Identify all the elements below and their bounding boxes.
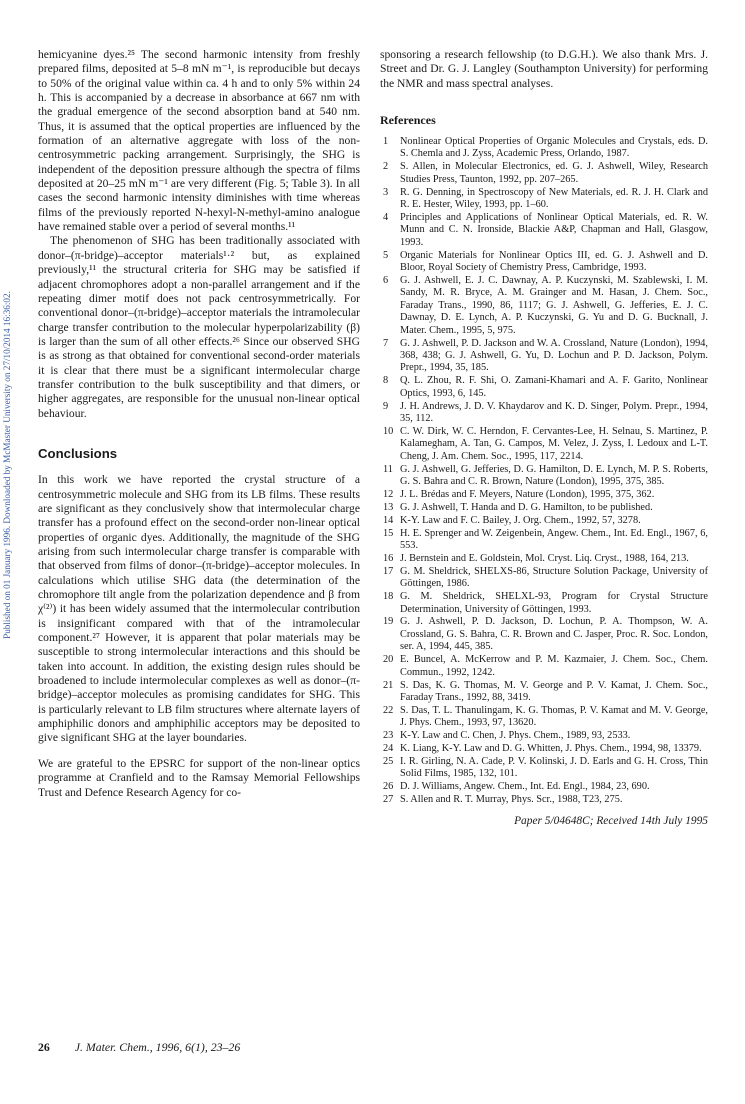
reference-item <box>380 515 708 527</box>
reference-item <box>380 338 708 375</box>
reference-item <box>380 161 708 186</box>
reference-number: 24 <box>383 743 394 755</box>
reference-text: S. Das, T. L. Thanulingam, K. G. Thomas, P. V. Kamat and M. V. George, J. Phys. Chem., 1993, 97, 13620. <box>400 704 708 729</box>
reference-number: 19 <box>383 616 394 628</box>
reference-number: 11 <box>383 463 393 475</box>
reference-item <box>380 489 708 501</box>
reference-number: 21 <box>383 679 394 691</box>
reference-number: 27 <box>383 794 394 806</box>
reference-number: 1 <box>383 136 389 148</box>
reference-text: E. Buncel, A. McKerrow and P. M. Kazmaier, J. Chem. Soc., Chem. Commun., 1992, 1242. <box>400 654 708 678</box>
reference-number: 22 <box>383 704 394 716</box>
reference-item <box>380 464 708 489</box>
reference-text: C. W. Dirk, W. C. Herndon, F. Cervantes-Lee, H. Selnau, S. Martinez, P. Kalamegham, A. Tan, G. Campos, M. Velez, J. Zyss, I. Ledoux and L-T. Cheng, J. Am. Chem. Soc., 1995, 117, 2214. <box>400 425 708 462</box>
acknowledgements-continued: sponsoring a research fellowship (to D.G.H.). We also thank Mrs. J. Street and Dr. G. J. Langley (Southampton University) for performing the NMR and mass spectral analyses. <box>380 48 708 90</box>
reference-number: 14 <box>383 514 394 526</box>
reference-number: 26 <box>383 781 394 793</box>
reference-item <box>380 553 708 565</box>
reference-text: G. M. Sheldrick, SHELXL-93, Program for Crystal Structure Determination, University of Göttingen, 1993. <box>400 591 708 615</box>
reference-text: K-Y. Law and F. C. Bailey, J. Org. Chem., 1992, 57, 3278. <box>400 514 641 526</box>
reference-list <box>380 136 708 807</box>
reference-item <box>380 705 708 730</box>
reference-text: J. L. Brédas and F. Meyers, Nature (London), 1995, 375, 362. <box>400 488 655 500</box>
reference-text: J. H. Andrews, J. D. V. Khaydarov and K. D. Singer, Polym. Prepr., 1994, 35, 112. <box>400 400 708 424</box>
reference-text: S. Das, K. G. Thomas, M. V. George and P. V. Kamat, J. Chem. Soc., Faraday Trans., 1992, 88, 3419. <box>400 679 708 703</box>
reference-text: G. J. Ashwell, E. J. C. Dawnay, A. P. Kuczynski, M. Szablewski, I. M. Sandy, M. R. Bryce, A. M. Grainger and M. Hasan, J. Chem. Soc., Faraday Trans., 1990, 86, 1117; G. J. Ashwell, G. Jefferies, E. J. C. Dawnay, D. E. Lynch, A. P. Kuczynski, G. Yu and D. G. Bucknall, J. Mater. Chem., 1995, 5, 975. <box>400 275 708 336</box>
reference-text: J. Bernstein and E. Goldstein, Mol. Cryst. Liq. Cryst., 1988, 164, 213. <box>400 552 689 564</box>
reference-number: 23 <box>383 730 394 742</box>
reference-text: Q. L. Zhou, R. F. Shi, O. Zamani-Khamari and A. F. Garito, Nonlinear Optics, 1993, 6, 145. <box>400 375 708 399</box>
reference-text: S. Allen, in Molecular Electronics, ed. G. J. Ashwell, Wiley, Research Studies Press, Taunton, 1992, pp. 207–265. <box>400 161 708 185</box>
reference-item <box>380 212 708 249</box>
reference-number: 18 <box>383 591 394 603</box>
reference-number: 17 <box>383 565 394 577</box>
reference-number: 15 <box>383 527 394 539</box>
reference-item <box>380 616 708 653</box>
reference-number: 25 <box>383 755 394 767</box>
page-footer <box>38 1040 240 1055</box>
right-column <box>380 48 708 827</box>
reference-item <box>380 375 708 400</box>
reference-number: 4 <box>383 211 389 223</box>
download-watermark-text: Published on 01 January 1996. Downloaded by McMaster University on 27/10/2014 16:36:02. <box>2 291 12 639</box>
page-number: 26 <box>38 1040 50 1054</box>
reference-item <box>380 426 708 463</box>
reference-item <box>380 680 708 705</box>
reference-text: G. M. Sheldrick, SHELXS-86, Structure Solution Package, University of Göttingen, 1986. <box>400 565 708 590</box>
paragraph-conclusions: In this work we have reported the crystal structure of a centrosymmetric molecule and SHG from its LB films. These results are significant as they conclusively show that intermolecular charge transfer has a profound effect on the second-order non-linear optical properties of organic dyes. Additionally, the magnitude of the SHG arising from such intermolecular charge transfer is comparable with that observed from films of donor–(π-bridge)–acceptor molecules. In calculations which utilise SHG data (the determination of the chromophore tilt angle from the polarization dependence and β from χ⁽²⁾) it has been widely assumed that the intermolecular contribution is insignificant compared with that of the intramolecular component.²⁷ However, it is apparent that polar materials may be susceptible to strong intermolecular interactions and this should be taken into account. In addition, the existing design rules should be broadened to include intermolecular complexes as well as donor–(π-bridge)–acceptor molecules as promising candidates for SHG. This is particularly relevant to LB film structures where alternate layers of amphiphilic donors and amphiphilic acceptors may be deposited to give significant SHG at the layer boundaries. <box>38 473 360 745</box>
reference-item <box>380 528 708 553</box>
reference-item <box>380 654 708 679</box>
reference-number: 10 <box>383 425 394 437</box>
reference-number: 3 <box>383 186 389 198</box>
reference-text: G. J. Ashwell, P. D. Jackson and W. A. Crossland, Nature (London), 1994, 368, 438; G. J. Ashwell, G. Yu, D. Lochun and P. D. Jackson, Polym. Prepr., 1994, 35, 185. <box>400 337 708 374</box>
reference-item <box>380 401 708 426</box>
reference-item <box>380 250 708 275</box>
reference-number: 2 <box>383 161 389 173</box>
reference-item <box>380 781 708 793</box>
reference-text: H. E. Sprenger and W. Zeigenbein, Angew. Chem., Int. Ed. Engl., 1967, 6, 553. <box>400 527 708 552</box>
reference-item <box>380 730 708 742</box>
reference-text: G. J. Ashwell, T. Handa and D. G. Hamilton, to be published. <box>400 501 653 513</box>
reference-item <box>380 743 708 755</box>
reference-text: R. G. Denning, in Spectroscopy of New Materials, ed. R. J. H. Clark and R. E. Hester, Wiley, 1993, pp. 1–60. <box>400 186 708 211</box>
reference-text: G. J. Ashwell, P. D. Jackson, D. Lochun, P. A. Thompson, W. A. Crossland, G. S. Bahra, C. R. Brown and C. Jasper, Proc. R. Soc. London, ser. A, 1994, 445, 385. <box>400 616 708 653</box>
journal-citation: J. Mater. Chem., 1996, 6(1), 23–26 <box>74 1040 241 1054</box>
reference-number: 12 <box>383 488 394 500</box>
reference-text: S. Allen and R. T. Murray, Phys. Scr., 1988, T23, 275. <box>400 794 623 806</box>
reference-text: I. R. Girling, N. A. Cade, P. V. Kolinski, J. D. Earls and G. H. Cross, Thin Solid Films, 1985, 132, 101. <box>400 755 708 780</box>
left-column <box>38 48 360 800</box>
reference-number: 16 <box>383 552 394 564</box>
references-heading: References <box>380 113 436 128</box>
reference-item <box>380 502 708 514</box>
reference-text: Principles and Applications of Nonlinear Optical Materials, ed. R. W. Munn and C. N. Ironside, Blackie A&P, Chapman and Hall, Glasgow, 1993. <box>400 211 708 248</box>
reference-number: 6 <box>383 275 389 286</box>
reference-number: 7 <box>383 337 389 349</box>
reference-item <box>380 275 708 337</box>
paper-received-note: Paper 5/04648C; Received 14th July 1995 <box>514 814 708 827</box>
reference-text: G. J. Ashwell, G. Jefferies, D. G. Hamilton, D. E. Lynch, M. P. S. Roberts, G. S. Bahra and C. R. Brown, Nature (London), 1995, 375, 385. <box>400 463 708 487</box>
reference-text: K-Y. Law and C. Chen, J. Phys. Chem., 1989, 93, 2533. <box>400 730 631 742</box>
conclusions-heading: Conclusions <box>38 445 118 461</box>
reference-text: Organic Materials for Nonlinear Optics III, ed. G. J. Ashwell and D. Bloor, Royal Society of Chemistry Press, Cambridge, 1993. <box>400 249 708 274</box>
download-watermark <box>0 275 14 655</box>
reference-text: K. Liang, K-Y. Law and D. G. Whitten, J. Phys. Chem., 1994, 98, 13379. <box>400 743 702 755</box>
reference-item <box>380 591 708 616</box>
reference-item <box>380 566 708 591</box>
reference-item <box>380 187 708 212</box>
reference-item <box>380 136 708 161</box>
paragraph-hemicyanine: hemicyanine dyes.²⁵ The second harmonic intensity from freshly prepared films, deposited at 5–8 mN m⁻¹, is reproducible but decays to 50% of the original value within ca. 4 h and to only 5% within 24 h. This is accompanied by a decrease in absorbance at 667 nm with the gradual emergence of the second absorption band at 540 nm. Thus, it is assumed that the optical properties are influenced by the formation of an alternative aggregate with loss of the non-centrosymmetric packing arrangement. Surprisingly, the SHG is independent of the deposition pressure although the spectra of films deposited at 20–25 mN m⁻¹ are very different (Fig. 5; Table 3). In all cases the second harmonic intensity diminishes with time whereas films of the previously reported N-hexyl-N-methyl-amino analogue have remained stable over a period of several months.¹¹ <box>38 48 360 234</box>
reference-item <box>380 794 708 806</box>
reference-number: 9 <box>383 400 389 412</box>
paragraph-acknowledgements: We are grateful to the EPSRC for support of the non-linear optics programme at Cranfield and to the Ramsay Memorial Fellowships Trust and Defence Research Agency for co- <box>38 756 360 799</box>
reference-number: 13 <box>383 501 394 513</box>
reference-number: 5 <box>383 249 389 261</box>
reference-text: D. J. Williams, Angew. Chem., Int. Ed. Engl., 1984, 23, 690. <box>400 781 650 793</box>
reference-number: 8 <box>383 375 389 387</box>
reference-item <box>380 756 708 781</box>
reference-number: 20 <box>383 654 394 666</box>
paragraph-shg-phenomenon: The phenomenon of SHG has been traditionally associated with donor–(π-bridge)–acceptor materials¹·² but, as explained previously,¹¹ the structural criteria for SHG may be satisfied if adjacent chromophores adopt a non-parallel arrangement and if the repeating dimer motif does not pack centrosymmetrically. For conventional donor–(π-bridge)–acceptor materials the intramolecular charge transfer contribution to the molecular hyperpolarizability (β) is larger than the sum of all other effects.²⁶ Since our observed SHG is as strong as that obtained for conventional second-order materials it is clear that there must be a significant intermolecular charge transfer contribution to the bulk susceptibility and that dimers, or higher aggregates, are responsible for the unusual non-linear optical behaviour. <box>38 234 360 420</box>
reference-text: Nonlinear Optical Properties of Organic Molecules and Crystals, eds. D. S. Chemla and J. Zyss, Academic Press, Orlando, 1987. <box>400 136 708 160</box>
